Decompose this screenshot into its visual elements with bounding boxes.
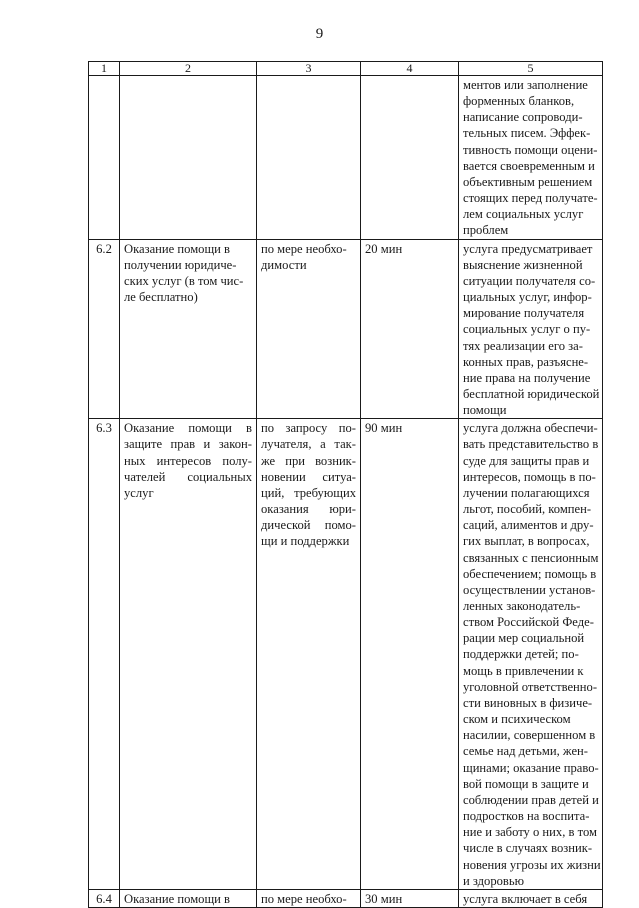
service-name-line: Оказание помощи в (124, 241, 230, 256)
service-name (120, 419, 257, 890)
table-row (89, 239, 603, 419)
services-table-body (89, 62, 603, 908)
service-description-line: конных прав, разъясне- (463, 354, 589, 369)
service-description-line: связанных с пенсионным (463, 550, 599, 565)
table-row (89, 76, 603, 240)
table-row (89, 419, 603, 890)
service-description-line: соблюдении прав детей и (463, 792, 599, 807)
service-description-line: тивность помощи оцени- (463, 142, 598, 157)
service-description-line: и здоровью (463, 873, 525, 888)
service-period-line: по мере необхо- (261, 891, 347, 906)
service-period-line: же при возник- (261, 453, 356, 468)
service-description-line: услуга предусматривает (463, 241, 593, 256)
column-number-3: 3 (257, 62, 361, 76)
service-description-line: вой помощи в защите и (463, 776, 589, 791)
service-description-line: гих выплат, в вопросах, (463, 534, 590, 549)
service-name-line: услуг (124, 485, 154, 500)
page-number: 9 (315, 26, 324, 42)
service-description-line: лем социальных услуг (463, 207, 584, 222)
service-name-line: ле бесплатно) (124, 290, 198, 305)
service-description-line: услуга должна обеспечи- (463, 421, 598, 436)
service-duration (361, 76, 459, 240)
service-description-line: ние и заботу о них, в том (463, 825, 597, 840)
service-description-line: осуществлении установ- (463, 582, 596, 597)
service-number (89, 76, 120, 240)
service-description-line: насилии, совершенном в (463, 728, 596, 743)
service-name-line: защите прав и закон- (124, 437, 252, 452)
service-period-line: щи и поддержки (261, 534, 350, 549)
column-number-4: 4 (361, 62, 459, 76)
service-name-line: ных интересов полу- (124, 453, 252, 468)
service-description-line: ситуации получателя со- (463, 273, 596, 288)
service-description-line: числе в случаях возник- (463, 841, 593, 856)
service-description-line: объективным решением (463, 174, 593, 189)
services-table (88, 61, 603, 908)
service-description-line: ском и психическом (463, 712, 571, 727)
service-period (257, 76, 361, 240)
service-description-line: вать представительство в (463, 437, 599, 452)
service-description-line: подростков на воспита- (463, 809, 590, 824)
service-description-line: уголовной ответственно- (463, 679, 598, 694)
service-description-line: проблем (463, 223, 509, 238)
service-description-line: новения угрозы их жизни (463, 857, 601, 872)
service-period-line: новении ситуа- (261, 469, 356, 484)
service-period-line: ций, требующих (261, 485, 356, 500)
service-description-line: интересов, помощь в по- (463, 469, 596, 484)
service-description-line: ством Российской Феде- (463, 615, 594, 630)
service-description-line: тельных писем. Эффек- (463, 126, 591, 141)
service-duration: 20 мин (361, 239, 459, 419)
service-period-line: по запросу по- (261, 421, 356, 436)
service-description-line: суде для защиты прав и (463, 453, 590, 468)
service-description-line: сти виновных в физиче- (463, 695, 593, 710)
service-description-line: щинами; оказание право- (463, 760, 599, 775)
column-number-5: 5 (459, 62, 603, 76)
service-period-line: лучателя, а так- (261, 437, 356, 452)
service-duration: 90 мин (361, 419, 459, 890)
service-period-line: оказания юри- (261, 502, 356, 517)
service-description-line: услуга включает в себя (463, 891, 588, 906)
column-number-1: 1 (89, 62, 120, 76)
service-description-line: написание сопроводи- (463, 110, 583, 125)
service-name-line: получении юридиче- (124, 257, 237, 272)
service-description-line: обеспечением; помощь в (463, 566, 597, 581)
service-period (257, 239, 361, 419)
table-header-row (89, 62, 603, 76)
service-description-line: ментов или заполнение (463, 78, 588, 92)
column-number-2: 2 (120, 62, 257, 76)
service-number: 6.2 (89, 239, 120, 419)
service-description-line: циальных услуг, инфор- (463, 290, 592, 305)
service-description-line: социальных услуг о пу- (463, 322, 591, 337)
service-description-line: ние права на получение (463, 370, 591, 385)
service-name-line: Оказание помощи в (124, 891, 230, 906)
service-period (257, 419, 361, 890)
service-description (459, 239, 603, 419)
service-name-line: чателей социальных (124, 469, 252, 484)
service-name (120, 76, 257, 240)
service-description-line: ленных законодатель- (463, 599, 581, 613)
service-description-line: рации мер социальной (463, 631, 585, 646)
service-description-line: поддержки детей; по- (463, 647, 579, 662)
service-duration: 30 мин (361, 889, 459, 907)
service-description (459, 419, 603, 890)
service-description-line: мирование получателя (463, 306, 585, 321)
service-description-line: форменных бланков, (463, 94, 575, 109)
service-description-line: мощь в привлечении к (463, 663, 584, 678)
service-description-line: помощи (463, 403, 507, 418)
service-name (120, 239, 257, 419)
service-name-line: ских услуг (в том чис- (124, 273, 244, 288)
service-description-line: саций, алиментов и дру- (463, 518, 594, 533)
service-description-line: выяснение жизненной (463, 257, 583, 272)
service-period-line: димости (261, 257, 307, 272)
service-number: 6.3 (89, 419, 120, 890)
service-period-line: дической помо- (261, 518, 356, 533)
service-number: 6.4 (89, 889, 120, 907)
service-description-line: бесплатной юридической (463, 386, 600, 401)
service-description-line: стоящих перед получате- (463, 191, 598, 206)
service-description-line: тях реализации его за- (463, 338, 583, 353)
service-name-line: Оказание помощи в (124, 421, 252, 436)
service-period-line: по мере необхо- (261, 241, 347, 256)
service-description-line: льгот, пособий, компен- (463, 502, 592, 517)
service-description-line: лучении полагающихся (463, 485, 590, 500)
service-description (459, 76, 603, 240)
service-description-line: вается своевременным и (463, 158, 595, 173)
service-description-line: семье над детьми, жен- (463, 744, 588, 759)
